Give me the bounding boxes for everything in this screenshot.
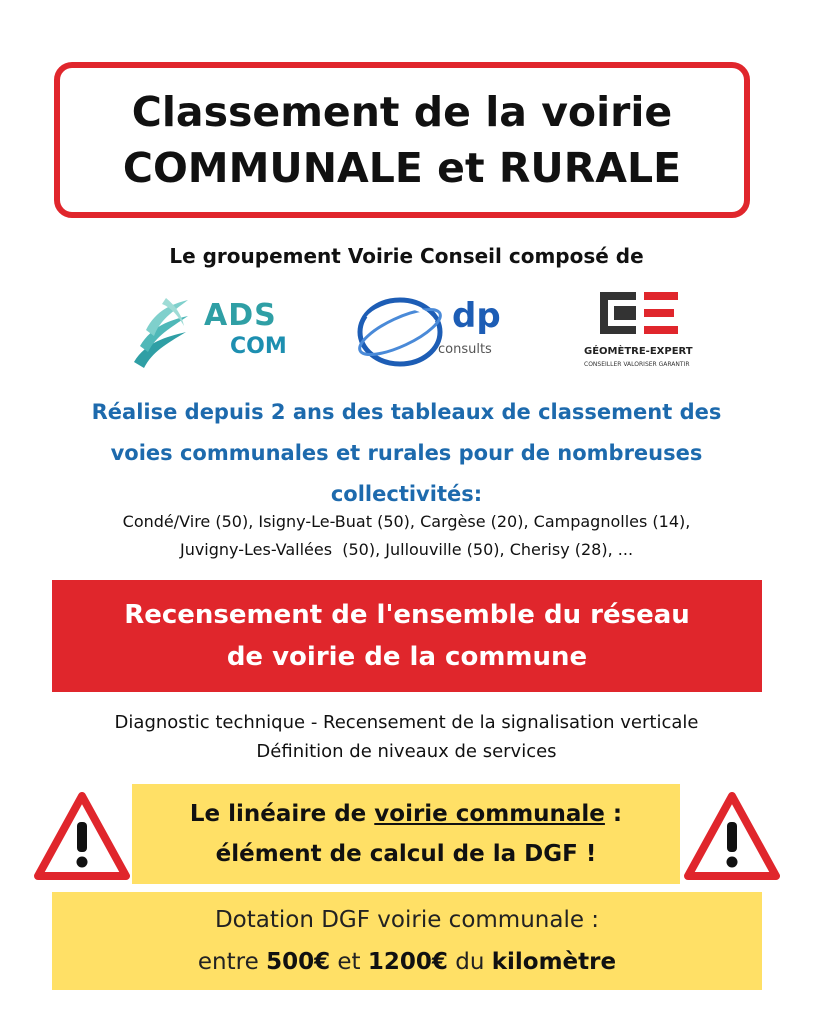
ads-logo-name: ADS [204, 298, 277, 333]
dotation-box [52, 892, 762, 990]
diagnostic-line-1: Diagnostic technique - Recensement de la signalisation verticale [114, 712, 699, 733]
recensement-banner [52, 580, 762, 692]
title-box [54, 62, 750, 218]
warning-left-icon [34, 792, 130, 880]
ge-logo-name: GÉOMÈTRE-EXPERT [584, 346, 693, 357]
ge-logo-tagline: CONSEILLER VALORISER GARANTIR [584, 361, 690, 368]
lineaire-underlined: voirie communale [374, 801, 605, 827]
recensement-line-1: Recensement de l'ensemble du réseau [124, 600, 690, 630]
dotation-mid: et [330, 949, 368, 975]
cities-line-2: Juvigny-Les-Vallées (50), Jullouville (50), Cherisy (28), ... [179, 540, 634, 559]
lineaire-line-1 [190, 794, 622, 834]
dotation-pre: entre [197, 949, 267, 975]
cities-line-1: Condé/Vire (50), Isigny-Le-Buat (50), Cargèse (20), Campagnolles (14), [122, 512, 691, 531]
intro-text: Le groupement Voirie Conseil composé de [169, 244, 644, 268]
realise-line-3: collectivités: [330, 482, 483, 506]
dotation-line-1: Dotation DGF voirie communale : [214, 907, 600, 933]
lineaire-prefix: Le linéaire de [189, 801, 375, 827]
ads-logo-sub: COM [230, 334, 287, 359]
ads-com-logo [126, 292, 306, 372]
dp-logo-sub: consults [438, 342, 492, 357]
dotation-line-2 [198, 941, 616, 983]
ge-mark-icon [580, 290, 700, 340]
realise-line-1: Réalise depuis 2 ans des tableaux de classement des [91, 400, 722, 424]
dotation-post: du [447, 949, 492, 975]
warning-right-icon [684, 792, 780, 880]
cities-list [10, 508, 803, 564]
lineaire-line-2: élément de calcul de la DGF ! [215, 841, 597, 867]
globe-orbit-icon [350, 292, 450, 372]
realise-text [20, 392, 793, 515]
realise-line-2: voies communales et rurales pour de nombreuses [110, 441, 703, 465]
diagnostic-line-2: Définition de niveaux de services [256, 741, 557, 762]
dotation-min: 500€ [266, 949, 331, 975]
lineaire-box [132, 784, 680, 884]
lineaire-suffix: : [604, 801, 623, 827]
dp-consults-logo [350, 292, 520, 372]
dp-logo-name: dp [452, 296, 501, 336]
partner-logos [0, 290, 813, 380]
geometre-expert-logo [580, 290, 700, 374]
dotation-unit: kilomètre [491, 949, 617, 975]
title-line-2: COMMUNALE et RURALE [122, 144, 682, 192]
dotation-max: 1200€ [367, 949, 448, 975]
recensement-line-2: de voirie de la commune [226, 642, 588, 672]
diagnostic-text [0, 708, 813, 766]
title-line-1: Classement de la voirie [131, 88, 673, 136]
